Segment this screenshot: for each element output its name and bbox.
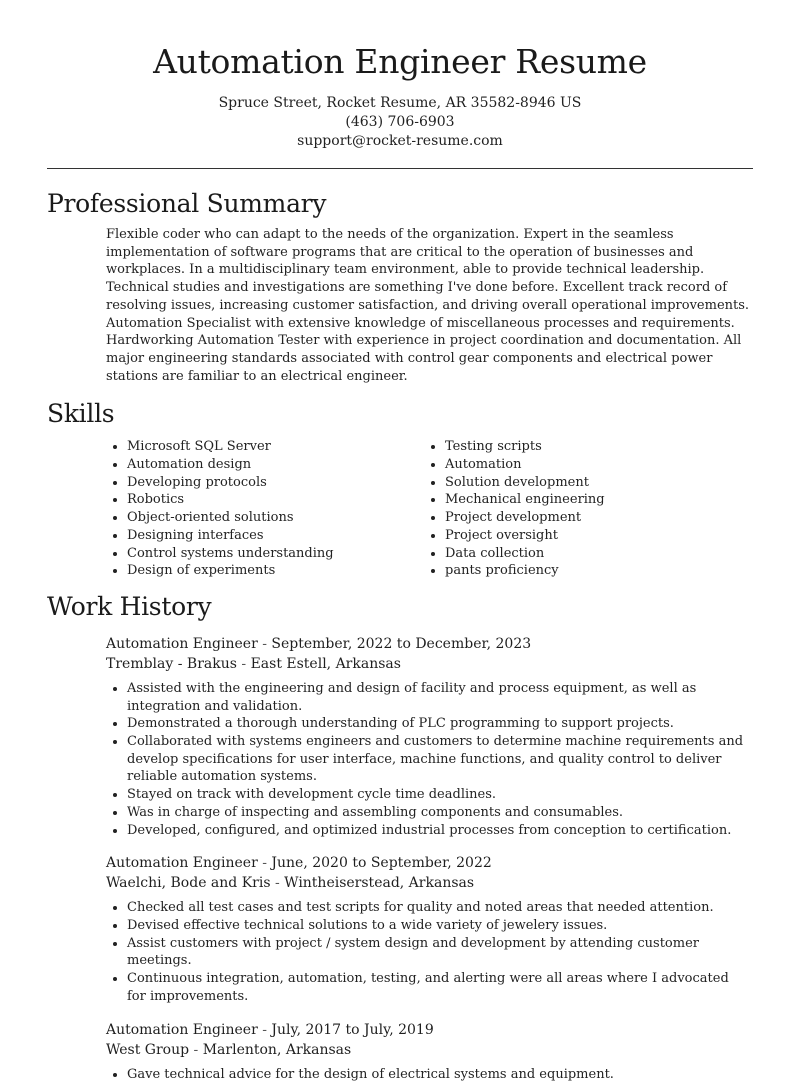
skill-item: • Design of experiments (127, 562, 424, 580)
skill-item: • Microsoft SQL Server (127, 438, 424, 456)
resume-header (0, 0, 800, 151)
job-bullet: • Gave technical advice for the design of electrical systems and equipment. (127, 1066, 750, 1083)
skill-item: • Automation (445, 456, 742, 474)
skill-item: • Data collection (445, 545, 742, 563)
job-role: Automation Engineer (106, 1022, 258, 1038)
skill-item: • Project development (445, 509, 742, 527)
skill-item: • Mechanical engineering (445, 491, 742, 509)
job-bullets (106, 1066, 750, 1083)
summary-heading: Professional Summary (47, 187, 800, 221)
job-bullet: • Demonstrated a thorough understanding of PLC programming to support projects. (127, 715, 750, 733)
skill-item: • Designing interfaces (127, 527, 424, 545)
job-bullet: • Devised effective technical solutions to a wide variety of jewelery issues. (127, 917, 750, 935)
summary-text: Flexible coder who can adapt to the needs of the organization. Expert in the seamless implementation of software programs that are critical to the operation of businesses and workplaces. In a multidisciplinary team environment, able to provide technical leadership. Technical studies and investigations are something I've done before. Excellent track record of resolving issues, increasing customer satisfaction, and driving overall operational improvements. Automation Specialist with extensive knowledge of miscellaneous processes and requirements. Hardworking Automation Tester with experience in project coordination and documentation. All major engineering standards associated with control gear components and electrical power stations are familiar to an electrical engineer. (106, 226, 750, 385)
job-bullet: • Assist customers with project / system design and development by attending customer meetings. (127, 935, 750, 970)
job-bullet: • Assisted with the engineering and design of facility and process equipment, as well as integration and validation. (127, 680, 750, 715)
job-entry (106, 853, 750, 1005)
job-dates: September, 2022 to December, 2023 (271, 636, 531, 652)
header-divider (47, 168, 753, 169)
job-location: Wintheiserstead, Arkansas (284, 875, 474, 891)
job-dates: June, 2020 to September, 2022 (271, 855, 491, 871)
work-history-heading: Work History (47, 590, 800, 624)
skill-item: • Object-oriented solutions (127, 509, 424, 527)
job-company-line: Tremblay - Brakus - East Estell, Arkansas (106, 654, 750, 674)
job-company-line: West Group - Marlenton, Arkansas (106, 1040, 750, 1060)
job-title-line: Automation Engineer - June, 2020 to September, 2022 (106, 853, 750, 873)
skills-list (106, 438, 800, 580)
job-company: West Group (106, 1042, 189, 1058)
job-company: Tremblay - Brakus (106, 656, 237, 672)
job-location: East Estell, Arkansas (251, 656, 401, 672)
job-company-line: Waelchi, Bode and Kris - Wintheiserstead, Arkansas (106, 873, 750, 893)
skills-column-left (106, 438, 424, 580)
contact-phone: (463) 706-6903 (0, 113, 800, 132)
skill-item: • Automation design (127, 456, 424, 474)
skills-heading: Skills (47, 397, 800, 431)
job-bullet: • Was in charge of inspecting and assembling components and consumables. (127, 804, 750, 822)
job-dates: July, 2017 to July, 2019 (271, 1022, 433, 1038)
job-bullets (106, 899, 750, 1005)
contact-email: support@rocket-resume.com (0, 132, 800, 151)
skills-column-right (424, 438, 742, 580)
job-bullet: • Continuous integration, automation, testing, and alerting were all areas where I advocated for improvements. (127, 970, 750, 1005)
contact-block (0, 94, 800, 151)
job-entry (106, 1020, 750, 1083)
skill-item: • Solution development (445, 474, 742, 492)
job-title-line: Automation Engineer - July, 2017 to July, 2019 (106, 1020, 750, 1040)
job-location: Marlenton, Arkansas (203, 1042, 352, 1058)
skill-item: • Control systems understanding (127, 545, 424, 563)
job-bullet: • Collaborated with systems engineers and customers to determine machine requirements and develop specifications for user interface, machine functions, and quality control to deliver reliable automation systems. (127, 733, 750, 786)
job-entry (106, 634, 750, 839)
contact-address: Spruce Street, Rocket Resume, AR 35582-8946 US (0, 94, 800, 113)
skill-item: • Robotics (127, 491, 424, 509)
skill-item: • Developing protocols (127, 474, 424, 492)
job-role: Automation Engineer (106, 855, 258, 871)
job-bullets (106, 680, 750, 839)
job-title-line: Automation Engineer - September, 2022 to December, 2023 (106, 634, 750, 654)
job-bullet: • Checked all test cases and test scripts for quality and noted areas that needed attention. (127, 899, 750, 917)
job-role: Automation Engineer (106, 636, 258, 652)
skill-item: • Project oversight (445, 527, 742, 545)
job-bullet: • Developed, configured, and optimized industrial processes from conception to certification. (127, 822, 750, 840)
skill-item: • Testing scripts (445, 438, 742, 456)
job-company: Waelchi, Bode and Kris (106, 875, 271, 891)
job-bullet: • Stayed on track with development cycle time deadlines. (127, 786, 750, 804)
skill-item: • pants proficiency (445, 562, 742, 580)
resume-title: Automation Engineer Resume (0, 40, 800, 84)
